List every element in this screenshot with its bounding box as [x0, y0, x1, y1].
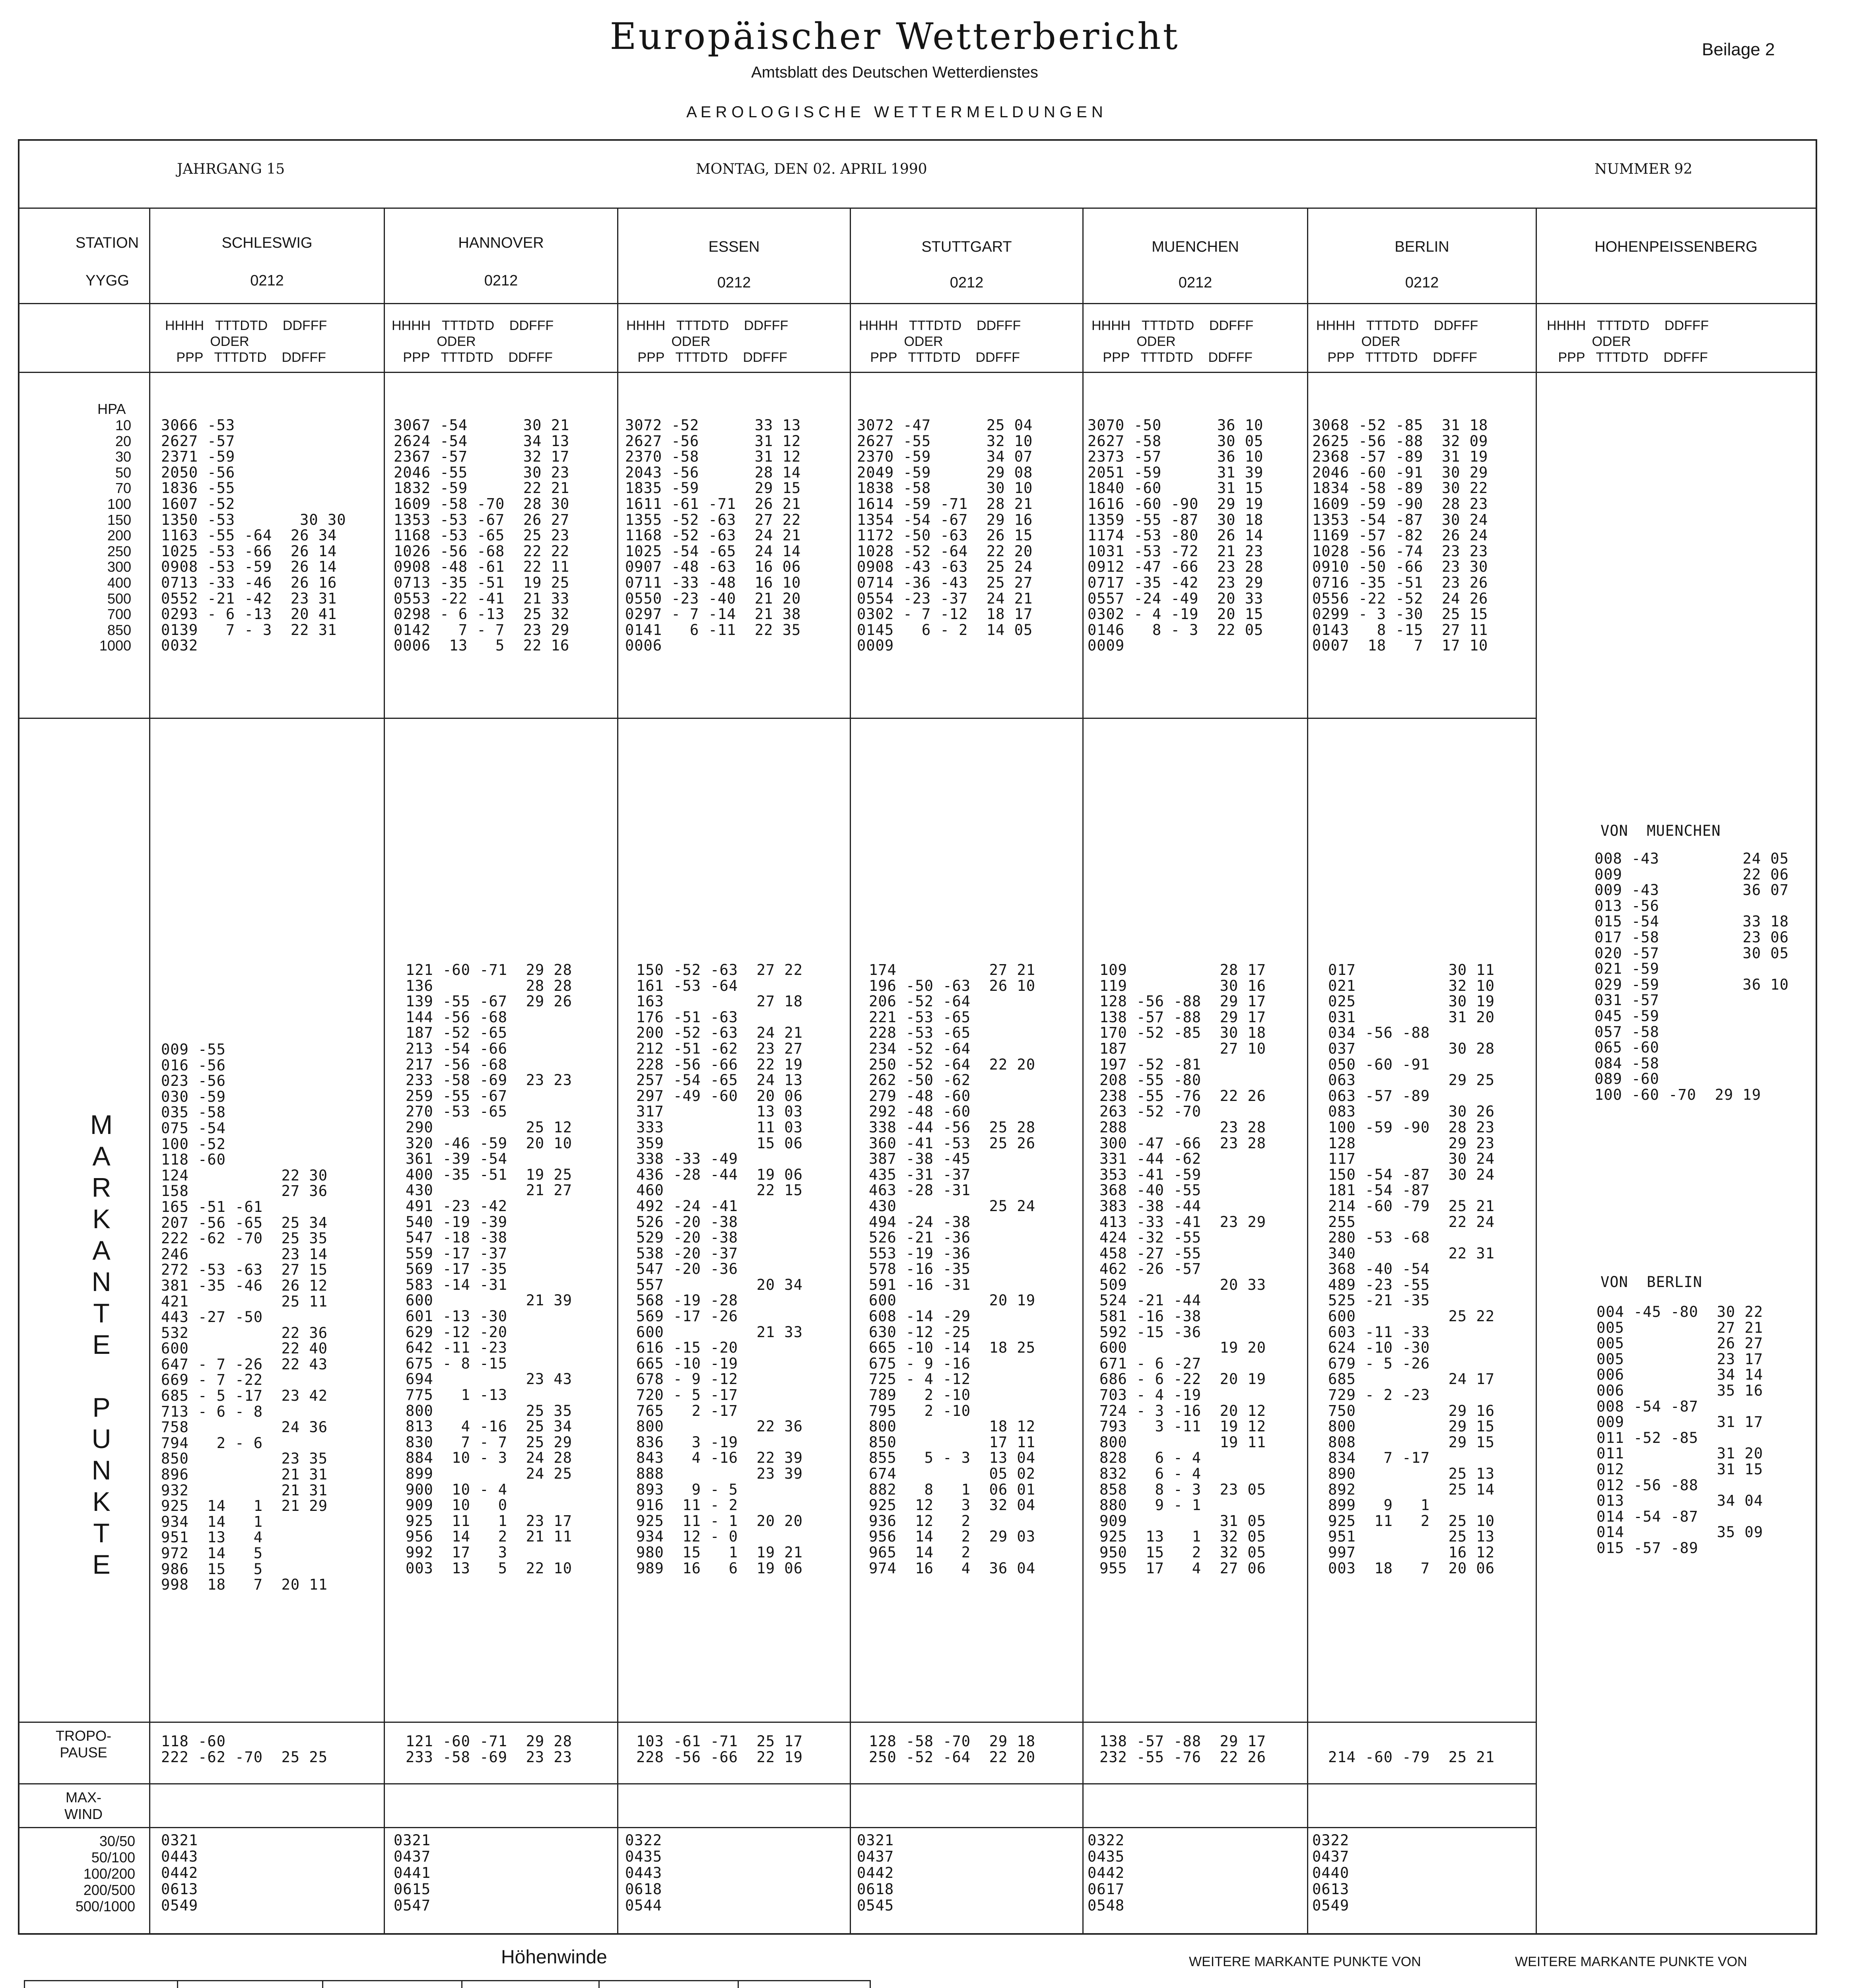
tropopause-data: 118 -60 222 -62 -70 25 25 [161, 1733, 328, 1766]
station-yygg: 0212 [717, 274, 751, 291]
markante-punkte-data: 017 30 11 021 32 10 025 30 19 031 31 20 034 -56 -88 037 30 28 050 -60 -91 063 29 25 063 -57 -89 083 30 26 100 -59 -90 28 23 128 29 23 117 30 24 150 -54 -87 30 24 181 -54 -87 214 -60 -79 25 21 255 22 24 280 -53 -68 340 22 31 368 -40 -54 489 -23 -55 525 -21 -35 600 25 22 603 -11 -33 624 -10 -30 679 - 5 -26 685 24 17 729 - 2 -23 750 29 16 800 29 15 808 29 15 834 7 -17 890 25 13 892 25 14 899 9 1 925 11 2 25 10 951 25 13 997 16 12 003 18 7 20 06 [1328, 961, 1495, 1577]
station-yygg: 0212 [950, 274, 984, 291]
markante-letter: A [92, 1141, 111, 1171]
extra-muenchen-title: VON MUENCHEN [1600, 822, 1721, 839]
column-header: HHHH TTTDTD DDFFF [392, 318, 554, 333]
column-header: PPP TTTDTD DDFFF [165, 350, 326, 365]
hpa-label: HPA [97, 401, 126, 417]
station-label: STATION [76, 235, 139, 251]
column-header: PPP TTTDTD DDFFF [392, 350, 553, 365]
column-header: ODER [1547, 334, 1631, 349]
station-name: STUTTGART [921, 239, 1012, 255]
shear-data: 0322 0435 0442 0617 0548 [1088, 1832, 1125, 1914]
tropopause-data: 214 -60 -79 25 21 [1328, 1749, 1495, 1766]
column-header: ODER [1316, 334, 1400, 349]
column-header: HHHH TTTDTD DDFFF [1092, 318, 1254, 333]
shear-data: 0321 0437 0441 0615 0547 [394, 1832, 431, 1914]
shear-data: 0322 0437 0440 0613 0549 [1312, 1832, 1350, 1914]
standard-levels: 3068 -52 -85 31 18 2625 -56 -88 32 09 2368 -57 -89 31 19 2046 -60 -91 30 29 1834 -58 -89 30 22 1609 -59 -90 28 23 1353 -54 -87 30 24 1169 -57 -82 26 24 1028 -56 -74 23 23 0910 -50 -66 23 30 0716 -35 -51 23 26 0556 -22 -52 24 26 0299 - 3 -30 25 15 0143 8 -15 27 11 0007 18 7 17 10 [1312, 417, 1488, 654]
punkte-letter: P [92, 1392, 111, 1423]
column-header: HHHH TTTDTD DDFFF [1547, 318, 1709, 333]
markante-letter: N [91, 1267, 111, 1297]
column-header: PPP TTTDTD DDFFF [1316, 350, 1477, 365]
extra-muenchen-data: 008 -43 24 05 009 22 06 009 -43 36 07 013 -56 015 -54 33 18 017 -58 23 06 020 -57 30 05 021 -59 029 -59 36 10 031 -57 045 -59 057 -58 065 -60 084 -58 089 -60 100 -60 -70 29 19 [1595, 850, 1789, 1103]
tropopause-data: 138 -57 -88 29 17 232 -55 -76 22 26 [1099, 1733, 1266, 1766]
markante-letter: T [93, 1298, 110, 1328]
station-name: HANNOVER [458, 235, 544, 251]
markante-punkte-data: 121 -60 -71 29 28 136 28 28 139 -55 -67 29 26 144 -56 -68 187 -52 -65 213 -54 -66 217 -56 -68 233 -58 -69 23 23 259 -55 -67 270 -53 -65 290 25 12 320 -46 -59 20 10 361 -39 -54 400 -35 -51 19 25 430 21 27 491 -23 -42 540 -19 -39 547 -18 -38 559 -17 -37 569 -17 -35 583 -14 -31 600 21 39 601 -13 -30 629 -12 -20 642 -11 -23 675 - 8 -15 694 23 43 775 1 -13 800 25 35 813 4 -16 25 34 830 7 - 7 25 29 884 10 - 3 24 28 899 24 25 900 10 - 4 909 10 0 925 11 1 23 17 956 14 2 21 11 992 17 3 003 13 5 22 10 [406, 961, 572, 1577]
column-header: HHHH TTTDTD DDFFF [1316, 318, 1478, 333]
markante-letter [85, 1361, 117, 1392]
standard-levels: 3070 -50 36 10 2627 -58 30 05 2373 -57 36 10 2051 -59 31 39 1840 -60 31 15 1616 -60 -90 29 19 1359 -55 -87 30 18 1174 -53 -80 26 14 1031 -53 -72 21 23 0912 -47 -66 23 28 0717 -35 -42 23 29 0557 -24 -49 20 33 0302 - 4 -19 20 15 0146 8 - 3 22 05 0009 [1088, 417, 1264, 654]
standard-levels: 3072 -52 33 13 2627 -56 31 12 2370 -58 31 12 2043 -56 28 14 1835 -59 29 15 1611 -61 -71 26 21 1355 -52 -63 27 22 1168 -52 -63 24 21 1025 -54 -65 24 14 0907 -48 -63 16 06 0711 -33 -48 16 10 0550 -23 -40 21 20 0297 - 7 -14 21 38 0141 6 -11 22 35 0006 [625, 417, 801, 654]
page-title: Europäischer Wetterbericht [610, 15, 1180, 58]
markante-letter: E [92, 1330, 111, 1360]
station-name: ESSEN [708, 239, 760, 255]
standard-levels: 3072 -47 25 04 2627 -55 32 10 2370 -59 34 07 2049 -59 29 08 1838 -58 30 10 1614 -59 -71 28 21 1354 -54 -67 29 16 1172 -50 -63 26 15 1028 -52 -64 22 20 0908 -43 -63 25 24 0714 -36 -43 25 27 0554 -23 -37 24 21 0302 - 7 -12 18 17 0145 6 - 2 14 05 0009 [857, 417, 1033, 654]
markante-punkte-data: 150 -52 -63 27 22 161 -53 -64 163 27 18 176 -51 -63 200 -52 -63 24 21 212 -51 -62 23 27 228 -56 -66 22 19 257 -54 -65 24 13 297 -49 -60 20 06 317 13 03 333 11 03 359 15 06 338 -33 -49 436 -28 -44 19 06 460 22 15 492 -24 -41 526 -20 -38 529 -20 -38 538 -20 -37 547 -20 -36 557 20 34 568 -19 -28 569 -17 -26 600 21 33 616 -15 -20 665 -10 -19 678 - 9 -12 720 - 5 -17 765 2 -17 800 22 36 836 3 -19 843 4 -16 22 39 888 23 39 893 9 - 5 916 11 - 2 925 11 - 1 20 20 934 12 - 0 980 15 1 19 21 989 16 6 19 06 [636, 961, 803, 1577]
extra-berlin-data: 004 -45 -80 30 22 005 27 21 005 26 27 005 23 17 006 34 14 006 35 16 008 -54 -87 009 31 17 011 -52 -85 011 31 20 012 31 15 012 -56 -88 013 34 04 014 -54 -87 014 35 09 015 -57 -89 [1597, 1303, 1763, 1557]
station-yygg: 0212 [1178, 274, 1212, 291]
markante-letter: K [92, 1204, 111, 1234]
issue-number: NUMMER 92 [1595, 161, 1693, 177]
section-title: A E R O L O G I S C H E W E T T E R M E L D U N G E N [686, 103, 1103, 121]
station-yygg: 0212 [250, 272, 284, 289]
column-header: PPP TTTDTD DDFFF [626, 350, 787, 365]
markante-letter: M [90, 1110, 113, 1140]
hpa-levels: 10 20 30 50 70 100 150 200 250 300 400 500 700 850 1000 [99, 417, 131, 654]
punkte-letter: U [91, 1424, 111, 1454]
markante-punkte-data: 109 28 17 119 30 16 128 -56 -88 29 17 138 -57 -88 29 17 170 -52 -85 30 18 187 27 10 197 -52 -81 208 -55 -80 238 -55 -76 22 26 263 -52 -70 288 23 28 300 -47 -66 23 28 331 -44 -62 353 -41 -59 368 -40 -55 383 -38 -44 413 -33 -41 23 29 424 -32 -55 458 -27 -55 462 -26 -57 509 20 33 524 -21 -44 581 -16 -38 592 -15 -36 600 19 20 671 - 6 -27 686 - 6 -22 20 19 703 - 4 -19 724 - 3 -16 20 12 793 3 -11 19 12 800 19 11 828 6 - 4 832 6 - 4 858 8 - 3 23 05 880 9 - 1 909 31 05 925 13 1 32 05 950 15 2 32 05 955 17 4 27 06 [1099, 961, 1266, 1577]
shear-label: 30/50 50/100 100/200 200/500 500/1000 [75, 1833, 135, 1914]
yygg-label: YYGG [85, 272, 129, 289]
column-header: HHHH TTTDTD DDFFF [859, 318, 1021, 333]
punkte-letter: K [92, 1487, 111, 1517]
standard-levels: 3066 -53 2627 -57 2371 -59 2050 -56 1836 -55 1607 -52 1350 -53 30 30 1163 -55 -64 26 34 1025 -53 -66 26 14 0908 -53 -59 26 14 0713 -33 -46 26 16 0552 -21 -42 23 31 0293 - 6 -13 20 41 0139 7 - 3 22 31 0032 [161, 417, 346, 654]
weitere-punkte-label: WEITERE MARKANTE PUNKTE VON [1189, 1954, 1421, 1969]
column-header: ODER [1092, 334, 1176, 349]
tropopause-data: 128 -58 -70 29 18 250 -52 -64 22 20 [869, 1733, 1035, 1766]
column-header: ODER [626, 334, 711, 349]
tropopause-data: 121 -60 -71 29 28 233 -58 -69 23 23 [406, 1733, 572, 1766]
markante-punkte-data: 009 -55 016 -56 023 -56 030 -59 035 -58 075 -54 100 -52 118 -60 124 22 30 158 27 36 165 -51 -61 207 -56 -65 25 34 222 -62 -70 25 35 246 23 14 272 -53 -63 27 15 381 -35 -46 26 12 421 25 11 443 -27 -50 532 22 36 600 22 40 647 - 7 -26 22 43 669 - 7 -22 685 - 5 -17 23 42 713 - 6 - 8 758 24 36 794 2 - 6 850 23 35 896 21 31 932 21 31 925 14 1 21 29 934 14 1 951 13 4 972 14 5 986 15 5 998 18 7 20 11 [161, 1041, 328, 1594]
station-name: MUENCHEN [1152, 239, 1239, 255]
station-name: BERLIN [1395, 239, 1449, 255]
station-name: SCHLESWIG [221, 235, 313, 251]
station-yygg: 0212 [484, 272, 518, 289]
standard-levels: 3067 -54 30 21 2624 -54 34 13 2367 -57 32 17 2046 -55 30 23 1832 -59 22 21 1609 -58 -70 28 30 1353 -53 -67 26 27 1168 -53 -65 25 23 1026 -56 -68 22 22 0908 -48 -61 22 11 0713 -35 -51 19 25 0553 -22 -41 21 33 0298 - 6 -13 25 32 0142 7 - 7 23 29 0006 13 5 22 16 [394, 417, 570, 654]
beilage-label: Beilage 2 [1702, 40, 1775, 59]
markante-letter: R [91, 1173, 111, 1203]
column-header: PPP TTTDTD DDFFF [859, 350, 1020, 365]
column-header: HHHH TTTDTD DDFFF [165, 318, 327, 333]
markante-punkte-label [85, 1109, 117, 1580]
punkte-letter: E [92, 1549, 111, 1580]
column-header: HHHH TTTDTD DDFFF [626, 318, 789, 333]
tropopause-data: 103 -61 -71 25 17 228 -56 -66 22 19 [636, 1733, 803, 1766]
shear-data: 0321 0443 0442 0613 0549 [161, 1832, 198, 1914]
weitere-punkte-label: WEITERE MARKANTE PUNKTE VON [1515, 1954, 1747, 1969]
shear-data: 0322 0435 0443 0618 0544 [625, 1832, 662, 1914]
column-header: ODER [392, 334, 476, 349]
markante-punkte-data: 174 27 21 196 -50 -63 26 10 206 -52 -64 221 -53 -65 228 -53 -65 234 -52 -64 250 -52 -64 22 20 262 -50 -62 279 -48 -60 292 -48 -60 338 -44 -56 25 28 360 -41 -53 25 26 387 -38 -45 435 -31 -37 463 -28 -31 430 25 24 494 -24 -38 526 -21 -36 553 -19 -36 578 -16 -35 591 -16 -31 600 20 19 608 -14 -29 630 -12 -25 665 -10 -14 18 25 675 - 9 -16 725 - 4 -12 789 2 -10 795 2 -10 800 18 12 850 17 11 855 5 - 3 13 04 674 05 02 882 8 1 06 01 925 12 3 32 04 936 12 2 956 14 2 29 03 965 14 2 974 16 4 36 04 [869, 961, 1035, 1577]
column-header: PPP TTTDTD DDFFF [1092, 350, 1253, 365]
punkte-letter: N [91, 1455, 111, 1485]
tropopause-label: TROPO- PAUSE [56, 1728, 111, 1761]
maxwind-label: MAX- WIND [64, 1789, 103, 1822]
punkte-letter: T [93, 1518, 110, 1548]
station-yygg: 0212 [1405, 274, 1439, 291]
hoehenwinde-title: Höhenwinde [501, 1947, 607, 1968]
column-header: ODER [165, 334, 249, 349]
markante-letter: A [92, 1235, 111, 1266]
extra-berlin-title: VON BERLIN [1600, 1274, 1703, 1291]
issue-date: MONTAG, DEN 02. APRIL 1990 [696, 161, 927, 177]
column-header: PPP TTTDTD DDFFF [1547, 350, 1708, 365]
station-name: HOHENPEISSENBERG [1595, 239, 1758, 255]
column-header: ODER [859, 334, 943, 349]
jahrgang-label: JAHRGANG 15 [177, 161, 285, 177]
page-subtitle: Amtsblatt des Deutschen Wetterdienstes [751, 64, 1038, 81]
shear-data: 0321 0437 0442 0618 0545 [857, 1832, 894, 1914]
